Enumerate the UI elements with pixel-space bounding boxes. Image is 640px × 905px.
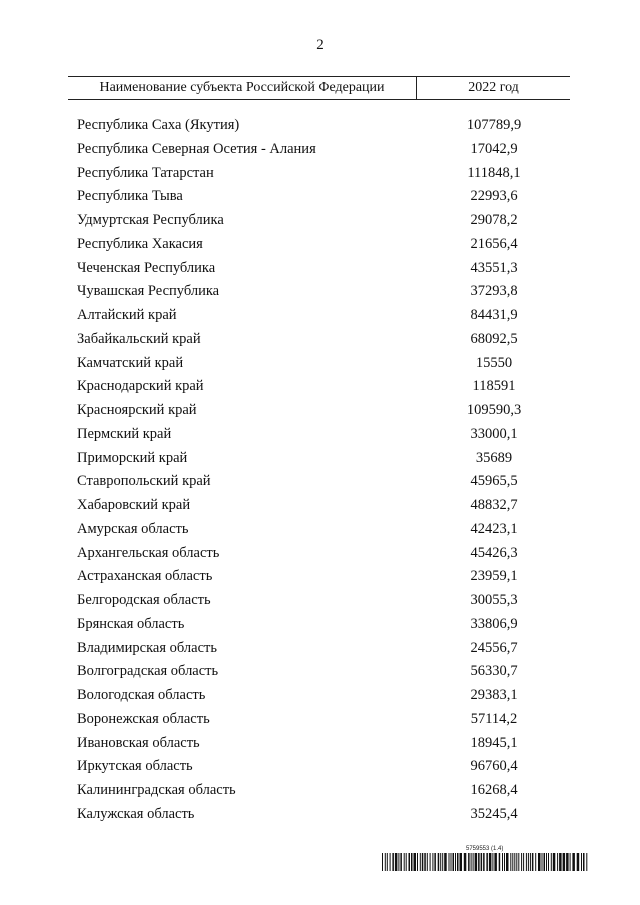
year-value-cell: 15550 (475, 354, 513, 371)
table-row (0, 542, 640, 566)
subject-name-cell: Волгоградская область (77, 663, 219, 680)
table-row (0, 637, 640, 661)
table-row (0, 423, 640, 447)
year-value-cell: 48832,7 (470, 497, 518, 513)
subject-name-cell: Владимирская область (77, 639, 217, 656)
subject-name-cell: Республика Татарстан (77, 164, 214, 181)
table-row (0, 470, 640, 494)
subject-name-cell: Ивановская область (77, 734, 200, 751)
year-value-cell: 29078,2 (470, 212, 518, 228)
table-row (0, 803, 640, 827)
subject-name-cell: Калужская область (77, 805, 195, 822)
table-row (0, 114, 640, 138)
subject-name-cell: Пермский край (77, 425, 172, 442)
table-row (0, 185, 640, 209)
subject-name-cell: Камчатский край (77, 354, 184, 371)
year-value-cell: 68092,5 (470, 330, 518, 347)
column-header-subject-name: Наименование субъекта Российской Федерации (68, 77, 417, 99)
subject-name-cell: Хабаровский край (77, 497, 191, 513)
year-value-cell: 96760,4 (470, 758, 518, 775)
year-value-cell: 18945,1 (470, 734, 518, 751)
year-value-cell: 43551,3 (470, 259, 518, 276)
column-header-year: 2022 год (468, 80, 519, 95)
table-row (0, 233, 640, 257)
year-value-cell: 118591 (472, 378, 516, 395)
year-value-cell: 45426,3 (470, 544, 518, 561)
table-row (0, 565, 640, 589)
year-value-cell: 111848,1 (467, 164, 521, 181)
year-value-cell: 45965,5 (470, 473, 518, 490)
year-value-cell: 21656,4 (470, 235, 518, 252)
table-row (0, 613, 640, 637)
subject-name-cell: Республика Хакасия (77, 235, 203, 252)
year-value-cell: 22993,6 (470, 188, 518, 205)
barcode-caption: 5759553 (1.4) (466, 846, 504, 852)
table-row (0, 304, 640, 328)
table-row (0, 518, 640, 542)
year-value-cell: 23959,1 (470, 568, 518, 585)
year-value-cell: 109590,3 (466, 402, 522, 418)
table-body (0, 114, 640, 827)
table-row (0, 280, 640, 304)
barcode (382, 853, 590, 871)
subject-name-cell: Чувашская Республика (77, 283, 220, 300)
table-row (0, 708, 640, 732)
year-value-cell: 29383,1 (470, 687, 518, 703)
subject-name-cell: Архангельская область (77, 544, 220, 561)
subject-name-cell: Воронежская область (77, 710, 210, 727)
year-value-cell: 42423,1 (470, 520, 518, 537)
year-value-cell: 35689 (475, 449, 513, 466)
subject-name-cell: Краснодарский край (77, 378, 204, 395)
table-row (0, 660, 640, 684)
table-row (0, 732, 640, 756)
subject-name-cell: Амурская область (77, 520, 189, 537)
table-row (0, 589, 640, 613)
subject-name-cell: Вологодская область (77, 687, 206, 703)
year-value-cell: 57114,2 (470, 710, 518, 727)
subject-name-cell: Ставропольский край (77, 473, 211, 490)
subject-name-cell: Республика Саха (Якутия) (77, 117, 240, 133)
year-value-cell: 24556,7 (470, 639, 518, 656)
page-number: 2 (316, 37, 324, 53)
table-row (0, 162, 640, 186)
table-row (0, 779, 640, 803)
subject-name-cell: Приморский край (77, 449, 188, 466)
year-value-cell: 37293,8 (470, 283, 518, 300)
year-value-cell: 17042,9 (470, 140, 518, 157)
subject-name-cell: Астраханская область (77, 568, 213, 585)
subject-name-cell: Республика Тыва (77, 188, 183, 205)
table-row (0, 494, 640, 518)
subject-name-cell: Алтайский край (77, 307, 177, 323)
year-value-cell: 35245,4 (470, 805, 518, 822)
year-value-cell: 16268,4 (470, 782, 518, 798)
table-row (0, 138, 640, 162)
year-value-cell: 33000,1 (470, 425, 518, 442)
year-value-cell: 30055,3 (470, 592, 518, 608)
table-row (0, 684, 640, 708)
year-value-cell: 33806,9 (470, 615, 518, 632)
table-row (0, 257, 640, 281)
subject-name-cell: Удмуртская Республика (77, 212, 224, 228)
subject-name-cell: Калининградская область (77, 782, 236, 798)
year-value-cell: 56330,7 (470, 663, 518, 680)
subject-name-cell: Иркутская область (77, 758, 193, 775)
subject-name-cell: Республика Северная Осетия - Алания (77, 140, 316, 157)
table-row (0, 447, 640, 471)
subject-name-cell: Брянская область (77, 615, 185, 632)
table-row (0, 399, 640, 423)
subject-name-cell: Забайкальский край (77, 330, 201, 347)
table-header (68, 76, 570, 100)
table-row (0, 375, 640, 399)
table-row (0, 755, 640, 779)
table-row (0, 328, 640, 352)
year-value-cell: 107789,9 (466, 117, 522, 133)
table-row (0, 209, 640, 233)
subject-name-cell: Чеченская Республика (77, 259, 216, 276)
year-value-cell: 84431,9 (470, 307, 518, 323)
subject-name-cell: Красноярский край (77, 402, 197, 418)
table-row (0, 352, 640, 376)
subject-name-cell: Белгородская область (77, 592, 211, 608)
